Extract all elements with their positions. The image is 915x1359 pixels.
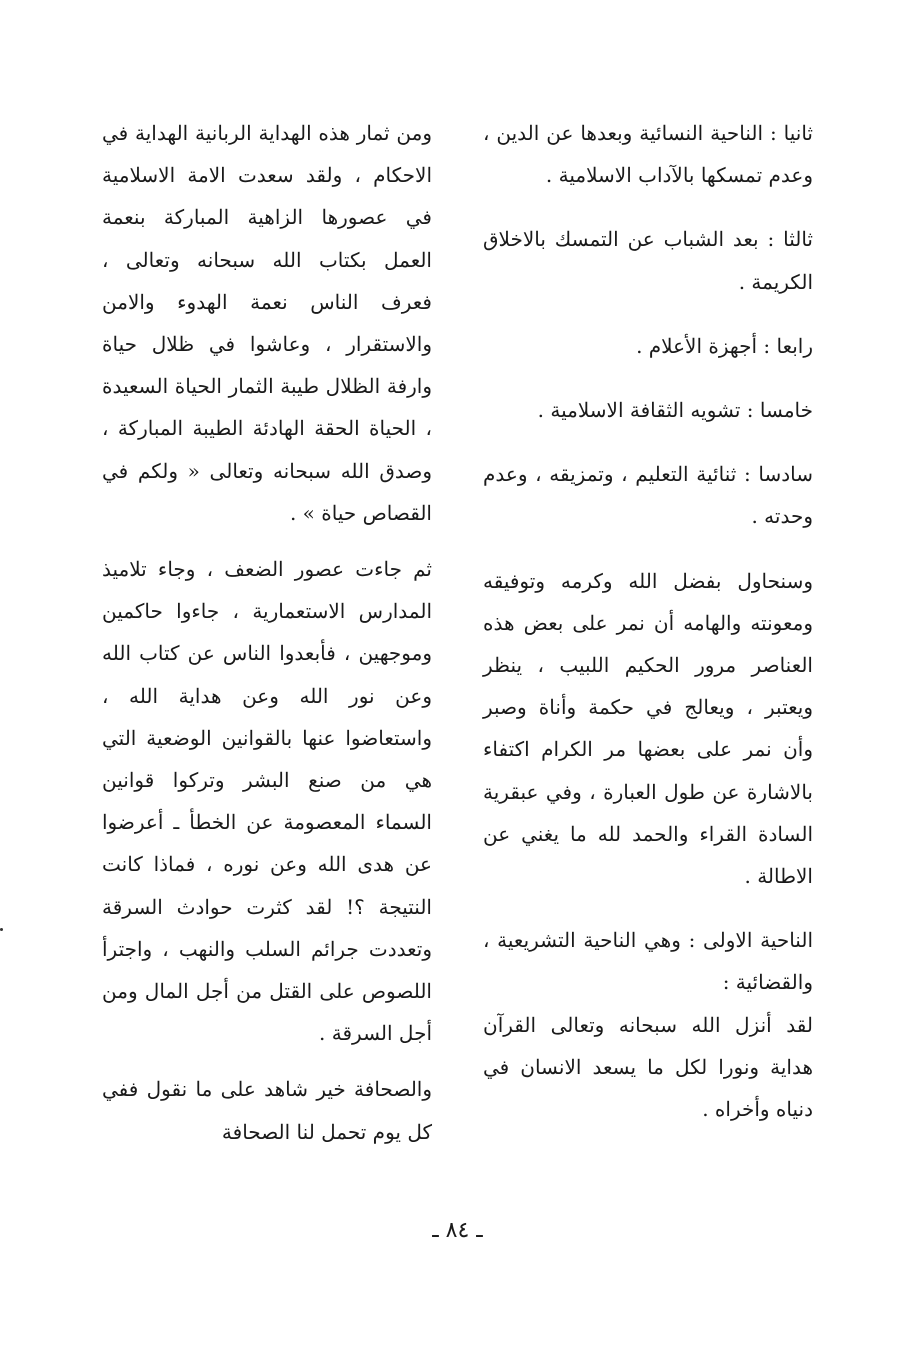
paragraph-thaniyan: ثانيا : الناحية النسائية وبعدها عن الدين ، وعدم تمسكها بالآداب الاسلامية . (483, 121, 813, 188)
paragraph-usur-al-daf: ثم جاءت عصور الضعف ، وجاء تلاميذ المدارس الاستعمارية ، جاءوا حاكمين وموجهين ، فأبعدوا الناس عن كتاب الله وعن نور الله وعن هداية الله ، واستعاضوا عنها بالقوانين الوضعية التي هي من صنع البشر وتركوا قوانين السماء المعصومة عن الخطأ ـ أعرضوا عن هدى الله وعن نوره ، فماذا كانت النتيجة ؟! لقد كثرت حوادث السرقة وتعددت جرائم السلب والنهب ، واجترأ اللصوص على القتل من أجل المال ومن أجل السرقة . (102, 557, 432, 1046)
paragraph-thalithan: ثالثا : بعد الشباب عن التمسك بالاخلاق الكريمة . (483, 227, 813, 294)
paragraph-sadisan: سادسا : ثنائية التعليم ، وتمزيقه ، وعدم وحدته . (483, 462, 813, 529)
paragraph-gap (102, 1054, 432, 1068)
paragraph-khamisan: خامسا : تشويه الثقافة الاسلامية . (537, 398, 813, 423)
paragraph-thimar-al-hidaya: ومن ثمار هذه الهداية الربانية الهداية في الاحكام ، ولقد سعدت الامة الاسلامية في عصورها الزاهية المباركة بنعمة العمل بكتاب الله سبحانه وتعالى ، فعرف الناس نعمة الهدوء والامن والاستقرار ، وعاشوا في ظلال حياة وارفة الظلال طيبة الثمار الحياة السعيدة ، الحياة الحقة الهادئة الطيبة المباركة ، وصدق الله سبحانه وتعالى « ولكم في القصاص حياة » . (102, 121, 432, 525)
section-heading-naahiya-ula: الناحية الاولى : وهي الناحية التشريعية ، والقضائية : (483, 928, 813, 995)
paragraph-gap (483, 303, 813, 325)
paragraph-wasanuhawil: وسنحاول بفضل الله وكرمه وتوفيقه ومعونته والهامه أن نمر على بعض هذه العناصر مرور الحكيم اللبيب ، ينظر ويعتبر ، ويعالج في حكمة وأناة وصبر وأن نمر على بعضها مر الكرام اكتفاء بالاشارة عن طول العبارة ، وفي عبقرية السادة القراء والحمد لله ما يغني عن الاطالة . (483, 568, 813, 889)
paragraph-gap (483, 538, 813, 560)
paragraph-gap (483, 196, 813, 218)
right-column (483, 112, 813, 1130)
paragraph-gap (483, 367, 813, 389)
paragraph-rabian: رابعا : أجهزة الأعلام . (636, 333, 813, 358)
page-number: ـ ٨٤ ـ (432, 1218, 483, 1243)
paragraph-gap (102, 534, 432, 548)
paragraph-al-sahafa: والصحافة خير شاهد على ما نقول ففي كل يوم تحمل لنا الصحافة (102, 1077, 432, 1144)
paragraph-gap (483, 431, 813, 453)
paragraph-gap (483, 897, 813, 919)
paragraph-laqad-anzala: لقد أنزل الله سبحانه وتعالى القرآن هداية ونورا لكل ما يسعد الانسان في دنياه وأخراه . (483, 1012, 813, 1122)
left-column (102, 112, 432, 1153)
margin-speck (0, 928, 3, 931)
